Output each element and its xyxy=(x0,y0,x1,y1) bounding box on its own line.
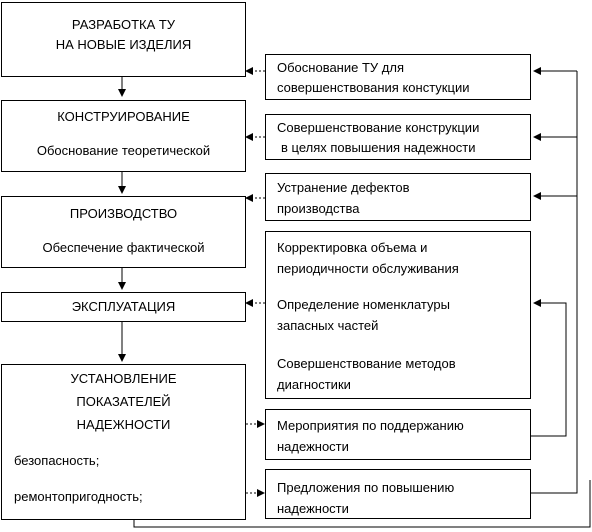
tu-justification-line1: Обоснование ТУ для xyxy=(277,60,404,75)
design-improvement-line2: в целях повышения надежности xyxy=(281,140,476,155)
maintenance-line4: запасных частей xyxy=(277,318,379,333)
defect-elimination-line1: Устранение дефектов xyxy=(277,180,410,195)
indicators-line1: УСТАНОВЛЕНИЕ xyxy=(70,371,177,386)
loop-measures-to-maintenance xyxy=(530,303,566,436)
block-operation xyxy=(1,292,246,322)
proposals-line1: Предложения по повышению xyxy=(277,480,455,495)
maintenance-line6: диагностики xyxy=(277,377,351,392)
reliability-measures-line2: надежности xyxy=(277,439,349,454)
development-line1: РАЗРАБОТКА ТУ xyxy=(71,17,176,32)
indicators-line3: НАДЕЖНОСТИ xyxy=(76,417,171,432)
block-design xyxy=(1,100,246,172)
proposals-line2: надежности xyxy=(277,501,349,516)
maintenance-line5: Совершенствование методов xyxy=(277,356,456,371)
maintenance-line2: периодичности обслуживания xyxy=(277,261,459,276)
reliability-measures-line1: Мероприятия по поддержанию xyxy=(277,418,464,433)
indicators-item-maintainability: ремонтопригодность; xyxy=(14,489,143,504)
production-title: ПРОИЗВОДСТВО xyxy=(69,206,178,221)
indicators-item-safety: безопасность; xyxy=(14,453,100,468)
design-title: КОНСТРУИРОВАНИЕ xyxy=(57,109,190,124)
block-reliability-measures xyxy=(265,409,531,460)
block-indicators xyxy=(1,364,246,520)
block-production xyxy=(1,196,246,268)
maintenance-line3: Определение номенклатуры xyxy=(277,297,450,312)
production-subtitle: Обеспечение фактической xyxy=(42,240,205,255)
loop-proposals-feedback xyxy=(530,137,577,493)
block-defect-elimination xyxy=(265,173,531,221)
development-line2: НА НОВЫЕ ИЗДЕЛИЯ xyxy=(55,37,192,52)
block-maintenance xyxy=(265,231,531,399)
design-subtitle: Обоснование теоретической xyxy=(36,143,211,158)
block-proposals xyxy=(265,469,531,519)
defect-elimination-line2: производства xyxy=(277,201,360,216)
indicators-line2: ПОКАЗАТЕЛЕЙ xyxy=(76,394,171,409)
maintenance-line1: Корректировка объема и xyxy=(277,240,428,255)
block-tu-justification xyxy=(265,54,531,100)
block-development xyxy=(1,2,246,77)
tu-justification-line2: совершенствования констукции xyxy=(277,80,470,95)
block-design-improvement xyxy=(265,114,531,160)
design-improvement-line1: Совершенствование конструкции xyxy=(277,120,480,135)
operation-title: ЭКСПЛУАТАЦИЯ xyxy=(71,299,176,314)
